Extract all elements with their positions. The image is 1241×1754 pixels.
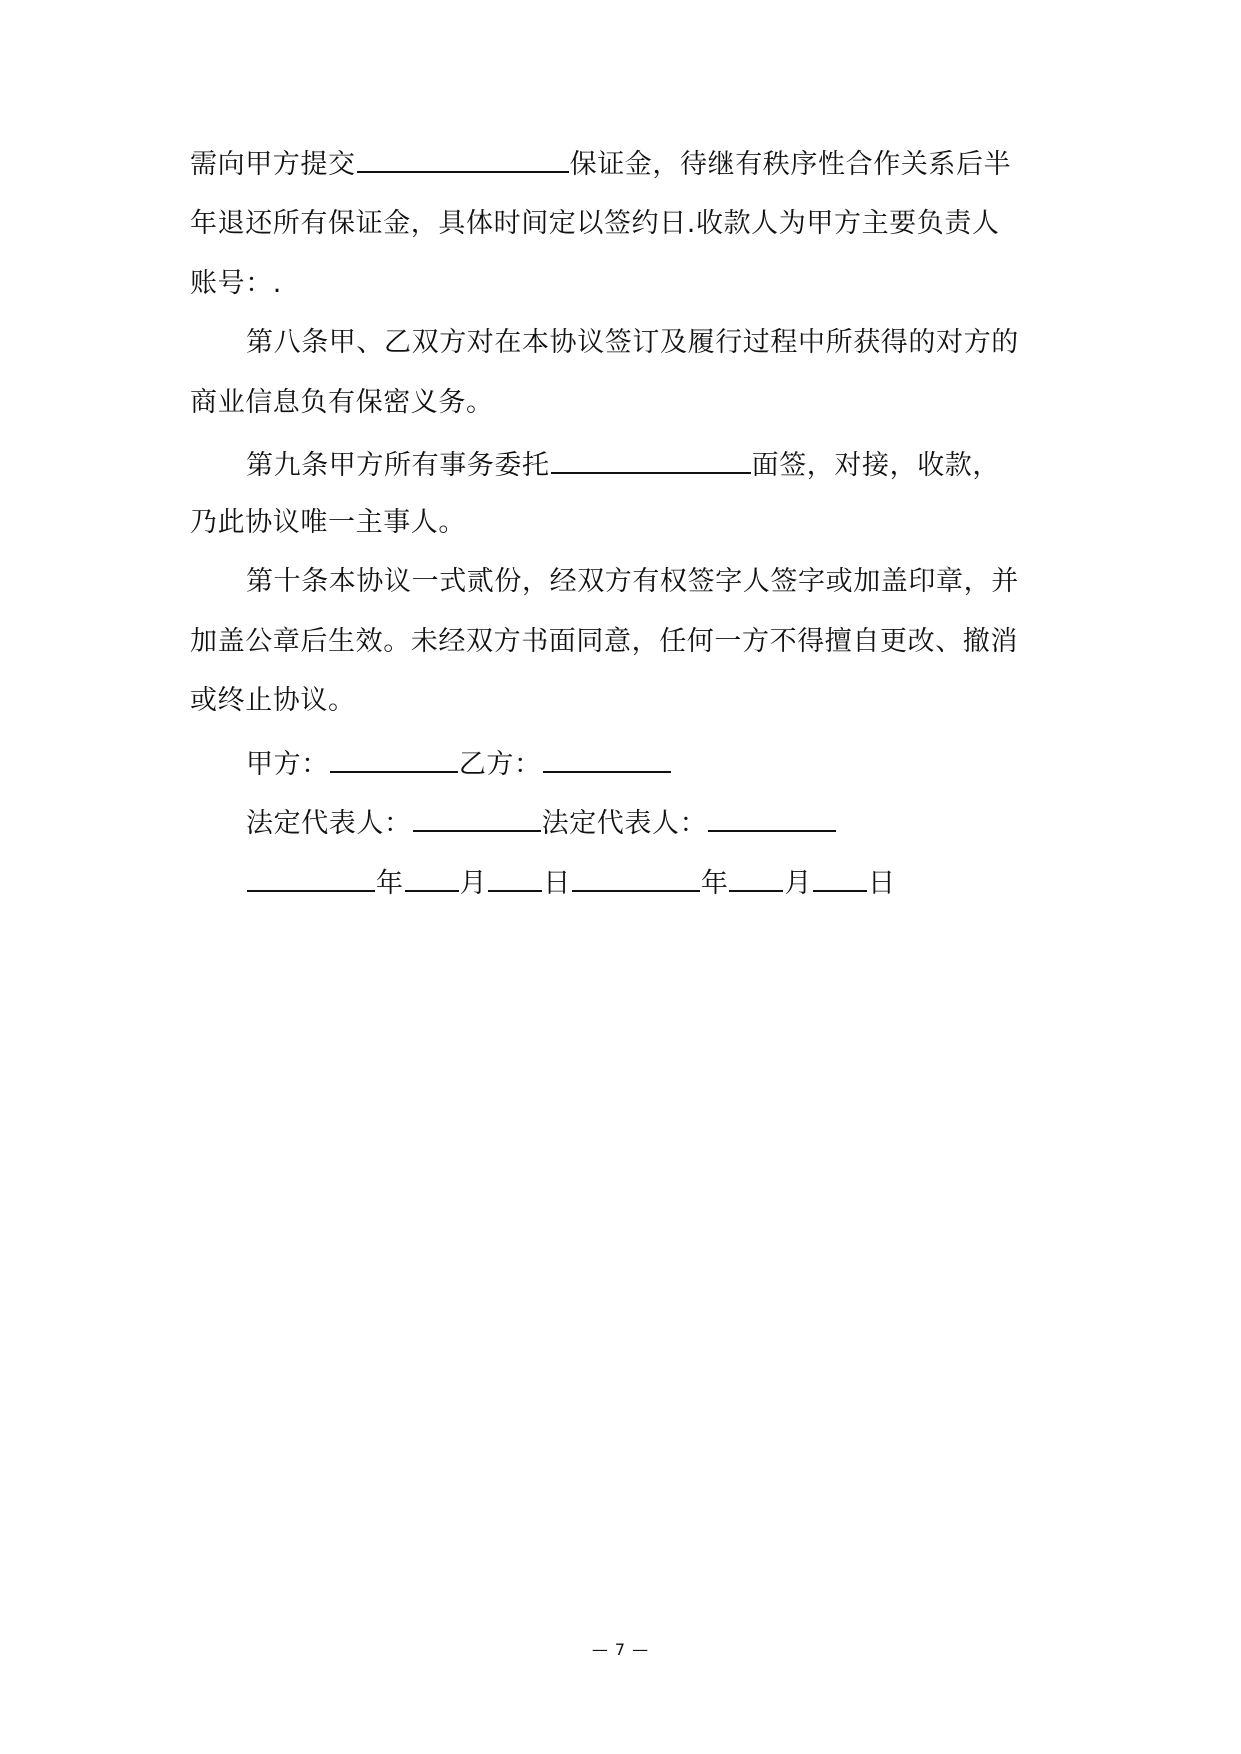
article-8-line-2: 商业信息负有保密义务。 [190, 387, 494, 418]
party-b-blank [543, 741, 671, 773]
month-a-blank [405, 860, 459, 892]
party-a-label: 甲方： [246, 749, 329, 780]
text-segment: 需向甲方提交 [190, 149, 356, 180]
month-label: 月 [459, 868, 488, 899]
deposit-blank [357, 141, 569, 173]
text-segment: 面签，对接，收款， [751, 450, 1001, 481]
legal-rep-b-label: 法定代表人： [541, 808, 708, 839]
text-segment: 保证金，待继有秩序性合作关系后半 [569, 149, 1012, 180]
text-segment: 第九条甲方所有事务委托 [246, 450, 550, 481]
day-label: 日 [868, 868, 896, 899]
month-label: 月 [784, 868, 813, 899]
page-number: — 7 — [591, 1640, 650, 1659]
signature-parties-line [246, 741, 672, 781]
article-10-line-1: 第十条本协议一式贰份，经双方有权签字人签字或加盖印章，并 [246, 566, 1019, 597]
article-8-line-1: 第八条甲、乙双方对在本协议签订及履行过程中所获得的对方的 [246, 327, 1019, 358]
paragraph-7-line-3: 账号：. [190, 268, 282, 299]
year-label: 年 [376, 868, 404, 899]
day-b-blank [813, 860, 867, 892]
article-10-line-2: 加盖公章后生效。未经双方书面同意，任何一方不得擅自更改、撤消 [190, 626, 1018, 657]
year-label: 年 [700, 868, 729, 899]
delegate-blank [551, 442, 751, 474]
legal-rep-a-blank [413, 800, 541, 832]
month-b-blank [729, 860, 783, 892]
article-9-line-1 [246, 442, 1000, 482]
party-b-label: 乙方： [458, 749, 542, 780]
day-label: 日 [543, 868, 571, 899]
year-a-blank [247, 860, 375, 892]
signature-legal-rep-line [246, 800, 837, 840]
paragraph-7-line-1 [190, 141, 1011, 181]
year-b-blank [572, 860, 700, 892]
article-9-line-2: 乃此协议唯一主事人。 [190, 507, 466, 538]
paragraph-7-line-2: 年退还所有保证金，具体时间定以签约日.收款人为甲方主要负责人 [190, 208, 1000, 239]
legal-rep-b-blank [708, 800, 836, 832]
legal-rep-a-label: 法定代表人： [246, 808, 412, 839]
article-10-line-3: 或终止协议。 [190, 685, 356, 716]
party-a-blank [330, 741, 458, 773]
signature-date-line [246, 860, 896, 900]
day-a-blank [488, 860, 542, 892]
